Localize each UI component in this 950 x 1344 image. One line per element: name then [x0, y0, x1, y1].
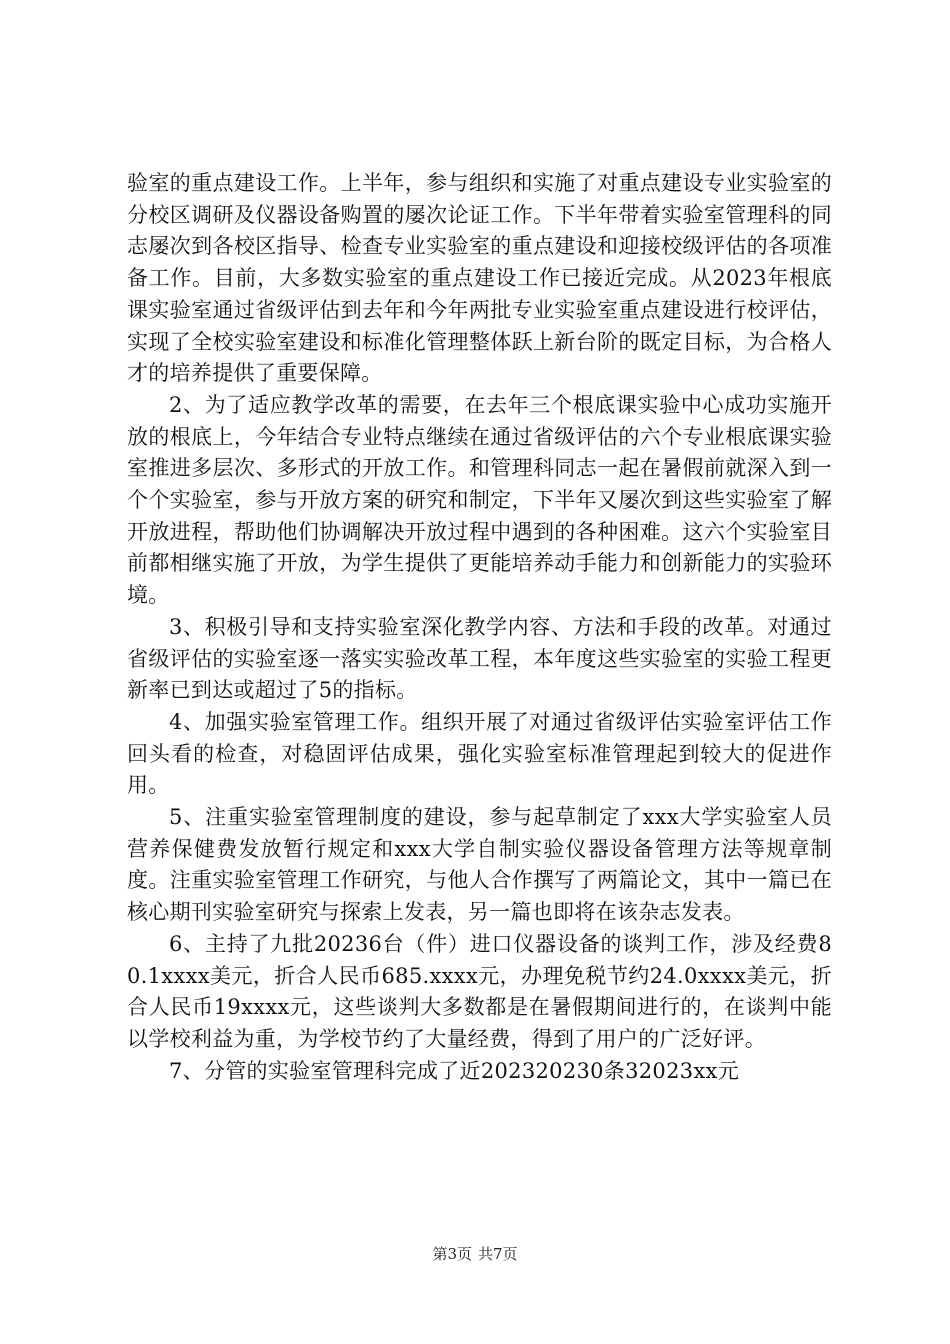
page-footer [0, 1244, 950, 1264]
page-number: 第3页 [432, 1245, 472, 1263]
paragraph-item-3: 3、积极引导和支持实验室深化教学内容、方法和手段的改革。对通过省级评估的实验室逐一落实实验改革工程，本年度这些实验室的实验工程更新率已到达或超过了5的指标。 [127, 614, 832, 703]
paragraph-item-6: 6、主持了九批20236台（件）进口仪器设备的谈判工作，涉及经费80.1xxxx美元，折合人民币685.xxxx元，办理免税节约24.0xxxx美元，折合人民币19xxxx元，这些谈判大多数都是在暑假期间进行的，在谈判中能以学校利益为重，为学校节约了大量经费，得到了用户的广泛好评。 [127, 931, 832, 1051]
paragraph-item-7: 7、分管的实验室管理科完成了近202320230条32023xx元 [169, 1058, 739, 1083]
page-total: 共7页 [478, 1245, 518, 1263]
document-body [127, 168, 832, 1087]
paragraph-item-4: 4、加强实验室管理工作。组织开展了对通过省级评估实验室评估工作回头看的检查，对稳固评估成果，强化实验室标准管理起到较大的促进作用。 [127, 709, 832, 798]
paragraph-continuation: 验室的重点建设工作。上半年，参与组织和实施了对重点建设专业实验室的分校区调研及仪器设备购置的屡次论证工作。下半年带着实验室管理科的同志屡次到各校区指导、检查专业实验室的重点建设和迎接校级评估的各项准备工作。目前，大多数实验室的重点建设工作已接近完成。从2023年根底课实验室通过省级评估到去年和今年两批专业实验室重点建设进行校评估，实现了全校实验室建设和标准化管理整体跃上新台阶的既定目标，为合格人才的培养提供了重要保障。 [127, 171, 832, 386]
paragraph-item-2: 2、为了适应教学改革的需要，在去年三个根底课实验中心成功实施开放的根底上，今年结合专业特点继续在通过省级评估的六个专业根底课实验室推进多层次、多形式的开放工作。和管理科同志一起在暑假前就深入到一个个实验室，参与开放方案的研究和制定，下半年又屡次到这些实验室了解开放进程，帮助他们协调解决开放过程中遇到的各种困难。这六个实验室目前都相继实施了开放，为学生提供了更能培养动手能力和创新能力的实验环境。 [127, 392, 832, 608]
paragraph-item-5: 5、注重实验室管理制度的建设，参与起草制定了xxx大学实验室人员营养保健费发放暂行规定和xxx大学自制实验仪器设备管理方法等规章制度。注重实验室管理工作研究，与他人合作撰写了两篇论文，其中一篇已在核心期刊实验室研究与探索上发表，另一篇也即将在该杂志发表。 [127, 805, 832, 925]
